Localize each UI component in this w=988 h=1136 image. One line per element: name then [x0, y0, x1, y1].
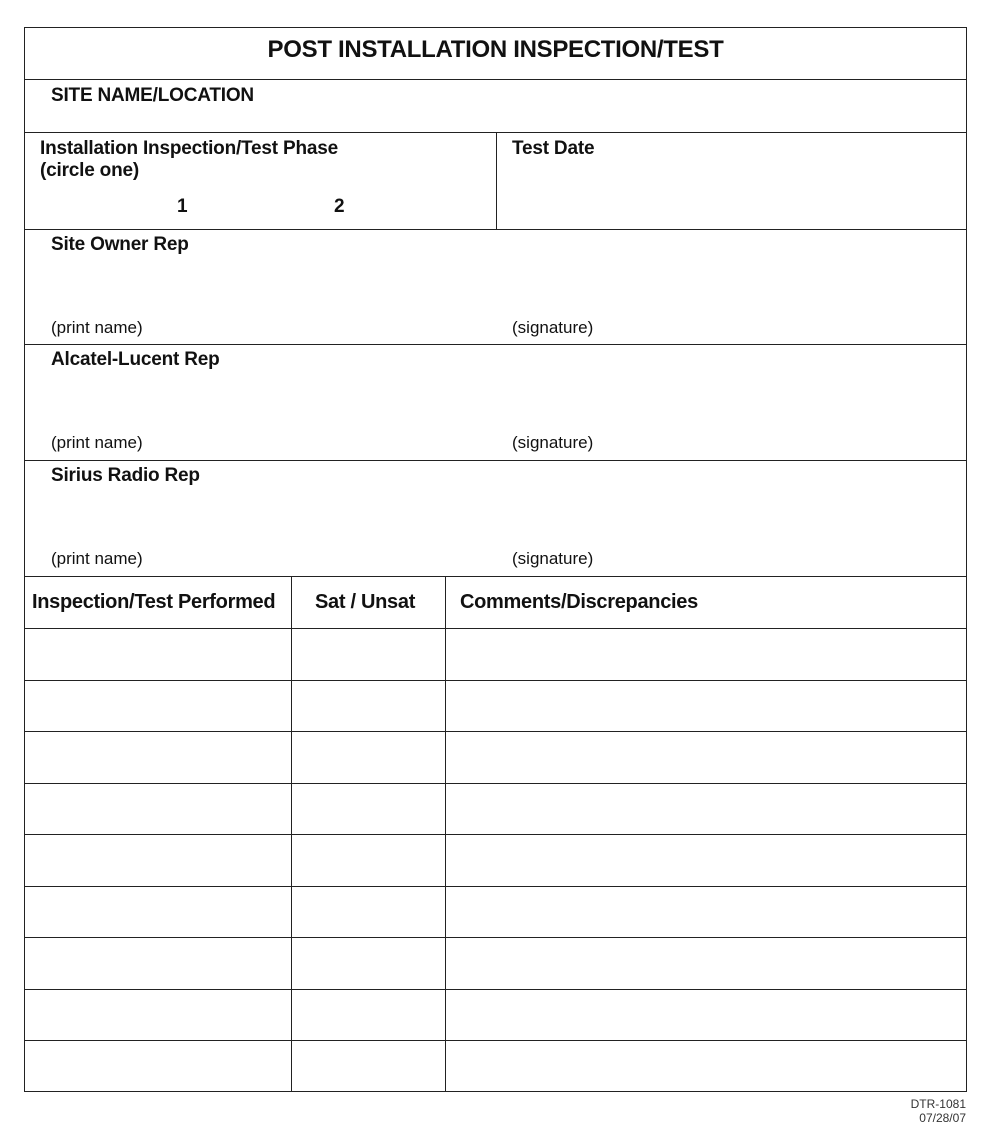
comments-cell[interactable] — [447, 681, 964, 732]
site-location-field[interactable] — [25, 80, 965, 132]
document-code — [911, 1097, 966, 1125]
phase-label — [40, 138, 338, 182]
sat-unsat-cell[interactable] — [293, 784, 445, 835]
test-date-label: Test Date — [512, 138, 595, 159]
divider — [25, 576, 966, 577]
form-title: POST INSTALLATION INSPECTION/TEST — [267, 36, 724, 63]
site-owner-print-name-label: (print name) — [51, 318, 143, 337]
col-header-inspection: Inspection/Test Performed — [32, 591, 276, 613]
phase-label-line2: (circle one) — [40, 160, 139, 181]
sirius-radio-signature-label: (signature) — [512, 549, 594, 568]
sat-unsat-cell[interactable] — [293, 835, 445, 886]
sirius-radio-rep-label: Sirius Radio Rep — [51, 465, 200, 486]
site-location-label: SITE NAME/LOCATION — [51, 85, 254, 106]
sat-unsat-cell[interactable] — [293, 990, 445, 1041]
test-date-field[interactable] — [498, 134, 964, 228]
inspection-performed-cell[interactable] — [25, 887, 291, 938]
inspection-performed-cell[interactable] — [25, 835, 291, 886]
site-owner-rep-label: Site Owner Rep — [51, 234, 189, 255]
comments-cell[interactable] — [447, 629, 964, 680]
alcatel-lucent-signature-label: (signature) — [512, 433, 594, 452]
inspection-performed-cell[interactable] — [25, 681, 291, 732]
doc-code: DTR-1081 — [910, 1097, 966, 1111]
phase-option-2[interactable]: 2 — [334, 196, 345, 217]
alcatel-lucent-print-name-label: (print name) — [51, 433, 143, 452]
comments-cell[interactable] — [447, 835, 964, 886]
sat-unsat-cell[interactable] — [293, 887, 445, 938]
comments-cell[interactable] — [447, 1041, 964, 1092]
sirius-radio-print-name-label: (print name) — [51, 549, 143, 568]
comments-cell[interactable] — [447, 887, 964, 938]
sat-unsat-cell[interactable] — [293, 732, 445, 783]
phase-option-1[interactable]: 1 — [177, 196, 188, 217]
site-owner-signature-label: (signature) — [512, 318, 594, 337]
col-header-sat-unsat: Sat / Unsat — [315, 591, 416, 613]
comments-cell[interactable] — [447, 732, 964, 783]
inspection-performed-cell[interactable] — [25, 990, 291, 1041]
sat-unsat-cell[interactable] — [293, 938, 445, 989]
comments-cell[interactable] — [447, 938, 964, 989]
phase-label-line1: Installation Inspection/Test Phase — [40, 138, 338, 159]
sat-unsat-cell[interactable] — [293, 1041, 445, 1092]
inspection-performed-cell[interactable] — [25, 629, 291, 680]
sat-unsat-cell[interactable] — [293, 681, 445, 732]
divider — [496, 132, 497, 229]
col-header-comments: Comments/Discrepancies — [460, 591, 698, 613]
alcatel-lucent-rep-label: Alcatel-Lucent Rep — [51, 349, 220, 370]
comments-cell[interactable] — [447, 990, 964, 1041]
inspection-form — [24, 27, 967, 1092]
sat-unsat-cell[interactable] — [293, 629, 445, 680]
inspection-performed-cell[interactable] — [25, 784, 291, 835]
comments-cell[interactable] — [447, 784, 964, 835]
inspection-performed-cell[interactable] — [25, 938, 291, 989]
inspection-performed-cell[interactable] — [25, 732, 291, 783]
inspection-performed-cell[interactable] — [25, 1041, 291, 1092]
doc-date: 07/28/07 — [919, 1111, 966, 1125]
